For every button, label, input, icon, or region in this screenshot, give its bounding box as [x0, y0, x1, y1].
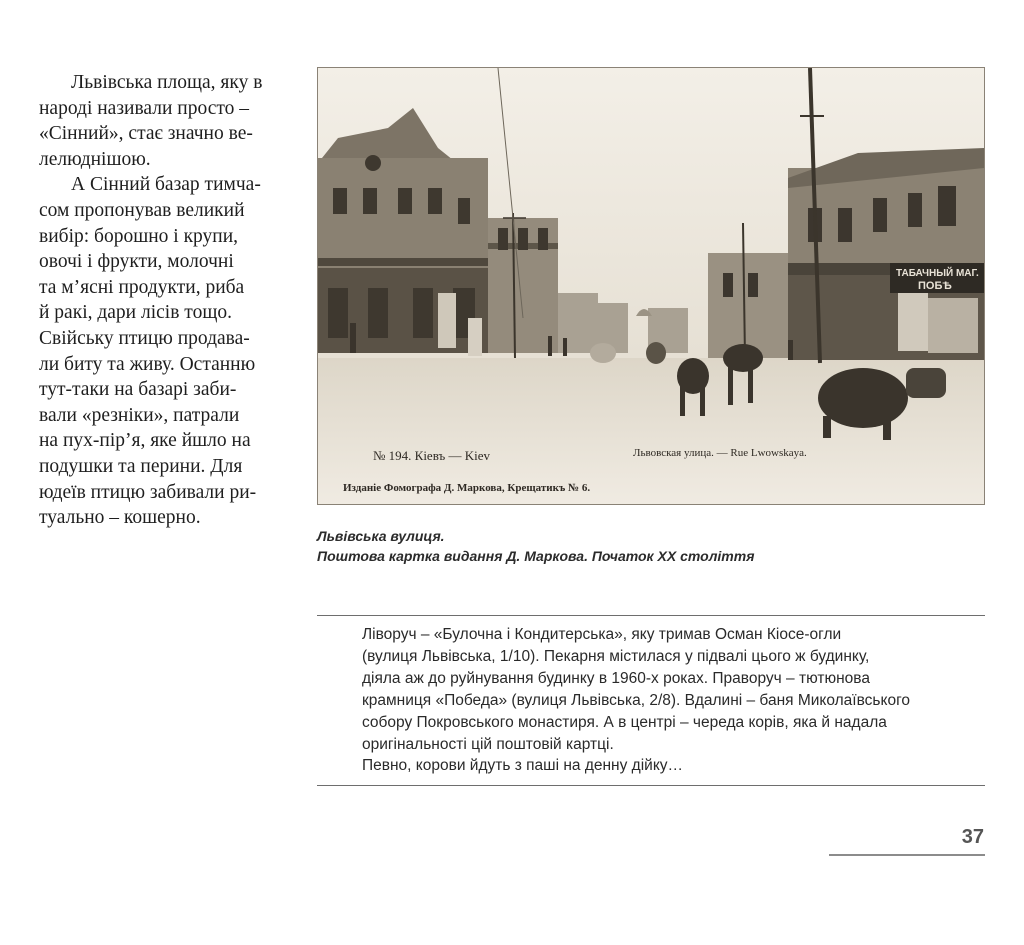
note-bottom-rule	[317, 785, 985, 786]
street-scene-image	[318, 68, 984, 504]
postcard-title: № 194. Кіевъ — Kiev	[373, 448, 491, 463]
photo-caption	[317, 526, 997, 566]
note-line: оригінальності цій поштовій картці.	[362, 735, 614, 753]
shop-sign-text-2: ПОБѢ	[918, 280, 952, 292]
note-line: (вулиця Львівська, 1/10). Пекарня містилася у підвалі цього ж будинку,	[362, 647, 870, 665]
note-line: Ліворуч – «Булочна і Кондитерська», яку тримав Осман Кіосе-огли	[362, 626, 842, 643]
page-number: 37	[961, 826, 984, 848]
note-top-rule	[317, 615, 985, 616]
postcard-street-name: Львовская улица. — Rue Lwowskaya.	[633, 447, 807, 459]
body-text	[39, 70, 294, 531]
note-line: крамниця «Победа» (вулиця Львівська, 2/8). Вдалині – баня Миколаївського	[362, 691, 911, 709]
note-line: Певно, корови йдуть з паші на денну дійку…	[362, 757, 684, 775]
note-line: діяла аж до руйнування будинку в 1960-х роках. Праворуч – тютюнова	[362, 669, 870, 687]
postcard-publisher: Изданіе Фомографа Д. Маркова, Крещатикъ № 6.	[343, 482, 591, 494]
shop-sign-text-1: ТАБАЧНЫЙ МАГ.	[896, 268, 979, 279]
caption-line-2: Поштова картка видання Д. Маркова. Початок XX століття	[317, 548, 755, 564]
page-number-rule	[829, 854, 985, 856]
caption-line-1: Львівська вулиця.	[317, 528, 445, 544]
postcard-photo	[317, 67, 985, 505]
paragraph-1: Львівська площа, яку в народі називали просто – «Сінний», стає значно ве- лелюднішою.	[39, 72, 263, 170]
paragraph-2: А Сінний базар тимча- сом пропонував великий вибір: борошно і крупи, овочі і фрукти, молочні та м’ясні продукти, риба й ракі, дари лісів тощо. Свійську птицю продава- ли биту та живу. Останню тут-таки на базарі заби- вали «резніки», патрали на пух-пір’я, яке йшло на подушки та перини. Для юдеїв птицю забивали ри- туально – кошерно.	[39, 174, 261, 529]
note-line: собору Покровського монастиря. А в центрі – череда корів, яка й надала	[362, 713, 887, 731]
photo-note	[362, 624, 982, 777]
